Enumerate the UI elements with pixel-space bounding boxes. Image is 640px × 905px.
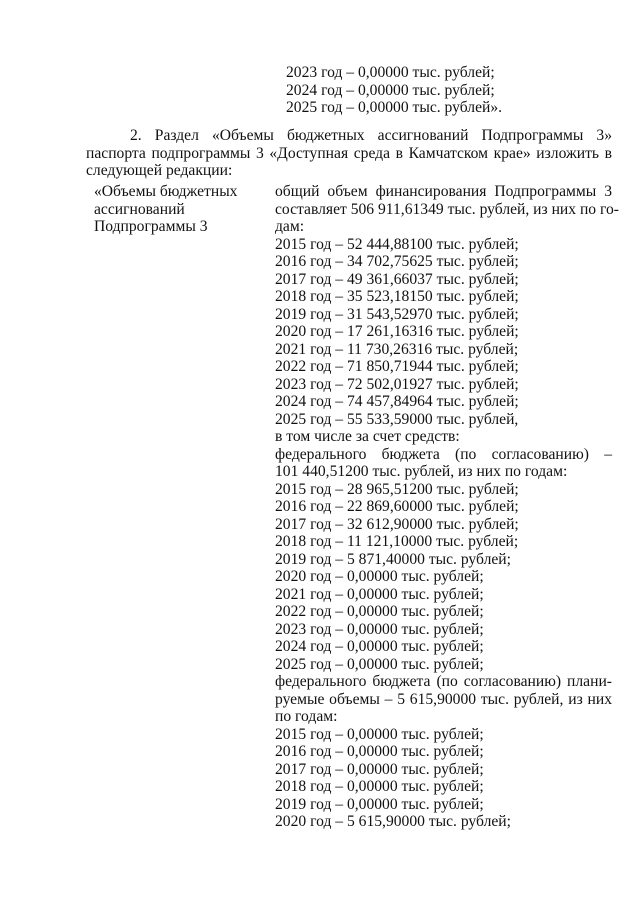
year-line: 2018 год – 35 523,18150 тыс. рублей;: [275, 288, 519, 305]
year-line: 2015 год – 28 965,51200 тыс. рублей;: [275, 480, 519, 498]
previous-section-tail: [286, 64, 606, 117]
year-line: 2016 год – 0,00000 тыс. рублей;: [275, 743, 484, 760]
year-line: 2019 год – 0,00000 тыс. рублей;: [275, 795, 484, 813]
text-line: 2025 год – 0,00000 тыс. рублей».: [286, 99, 503, 116]
year-line: 2020 год – 17 261,16316 тыс. рублей;: [275, 323, 519, 340]
year-line: 2017 год – 0,00000 тыс. рублей;: [275, 760, 484, 778]
federal-budget-line: федерального бюджета (по согласованию) –: [275, 445, 612, 463]
year-line: 2016 год – 34 702,75625 тыс. рублей;: [275, 253, 519, 270]
text-line: 2024 год – 0,00000 тыс. рублей;: [286, 81, 495, 99]
year-line: 2023 год – 72 502,01927 тыс. рублей;: [275, 375, 519, 393]
label-line: Подпрограммы 3: [94, 218, 208, 235]
year-line: 2015 год – 52 444,88100 тыс. рублей;: [275, 235, 519, 253]
funding-intro-line: общий объем финансирования Подпрограммы 3: [275, 183, 612, 200]
year-line: 2019 год – 31 543,52970 тыс. рублей;: [275, 305, 519, 323]
planned-federal-text: федерального бюджета (по согласованию) плани-руемые объемы – 5 615,90000 тыс. рублей, из них по годам:: [275, 673, 612, 725]
year-line: 2019 год – 5 871,40000 тыс. рублей;: [275, 550, 511, 568]
funding-details: [275, 183, 619, 831]
year-line: 2025 год – 0,00000 тыс. рублей;: [275, 655, 484, 673]
planned-years-list: [275, 726, 612, 831]
year-line: 2024 год – 74 457,84964 тыс. рублей;: [275, 393, 519, 410]
year-line: 2021 год – 0,00000 тыс. рублей;: [275, 585, 484, 603]
year-line: 2020 год – 0,00000 тыс. рублей;: [275, 568, 484, 585]
funding-intro-line: дам:: [275, 218, 305, 235]
year-line: 2017 год – 49 361,66037 тыс. рублей;: [275, 270, 519, 288]
year-line: 2021 год – 11 730,26316 тыс. рублей;: [275, 340, 519, 358]
year-line: 2022 год – 71 850,71944 тыс. рублей;: [275, 358, 519, 375]
year-line: 2025 год – 55 533,59000 тыс. рублей,: [275, 410, 519, 428]
federal-budget-line: 101 440,51200 тыс. рублей, из них по годам:: [275, 463, 568, 480]
year-line: 2023 год – 0,00000 тыс. рублей;: [275, 620, 484, 638]
paragraph-2: 2. Раздел «Объемы бюджетных ассигнований Подпрограммы 3» паспорта подпрограммы 3 «Доступная среда в Камчатском крае» изложить в следующей редакции:: [86, 127, 612, 179]
year-line: 2018 год – 0,00000 тыс. рублей;: [275, 778, 484, 795]
year-line: 2022 год – 0,00000 тыс. рублей;: [275, 603, 484, 620]
section-label: [94, 183, 244, 236]
text-line: 2023 год – 0,00000 тыс. рублей;: [286, 64, 495, 81]
year-line: 2017 год – 32 612,90000 тыс. рублей;: [275, 515, 519, 533]
label-line: ассигнований: [94, 200, 185, 218]
label-line: «Объемы бюджетных: [94, 183, 238, 200]
total-years-list: [275, 236, 612, 429]
year-line: 2024 год – 0,00000 тыс. рублей;: [275, 638, 484, 655]
year-line: 2015 год – 0,00000 тыс. рублей;: [275, 725, 484, 743]
funding-intro-line: составляет 506 911,61349 тыс. рублей, из них по го-: [275, 200, 619, 218]
year-line: 2018 год – 11 121,10000 тыс. рублей;: [275, 533, 519, 550]
including-line: в том числе за счет средств:: [275, 428, 460, 445]
year-line: 2016 год – 22 869,60000 тыс. рублей;: [275, 498, 519, 515]
federal-years-list: [275, 481, 612, 674]
year-line: 2020 год – 5 615,90000 тыс. рублей;: [275, 813, 511, 830]
